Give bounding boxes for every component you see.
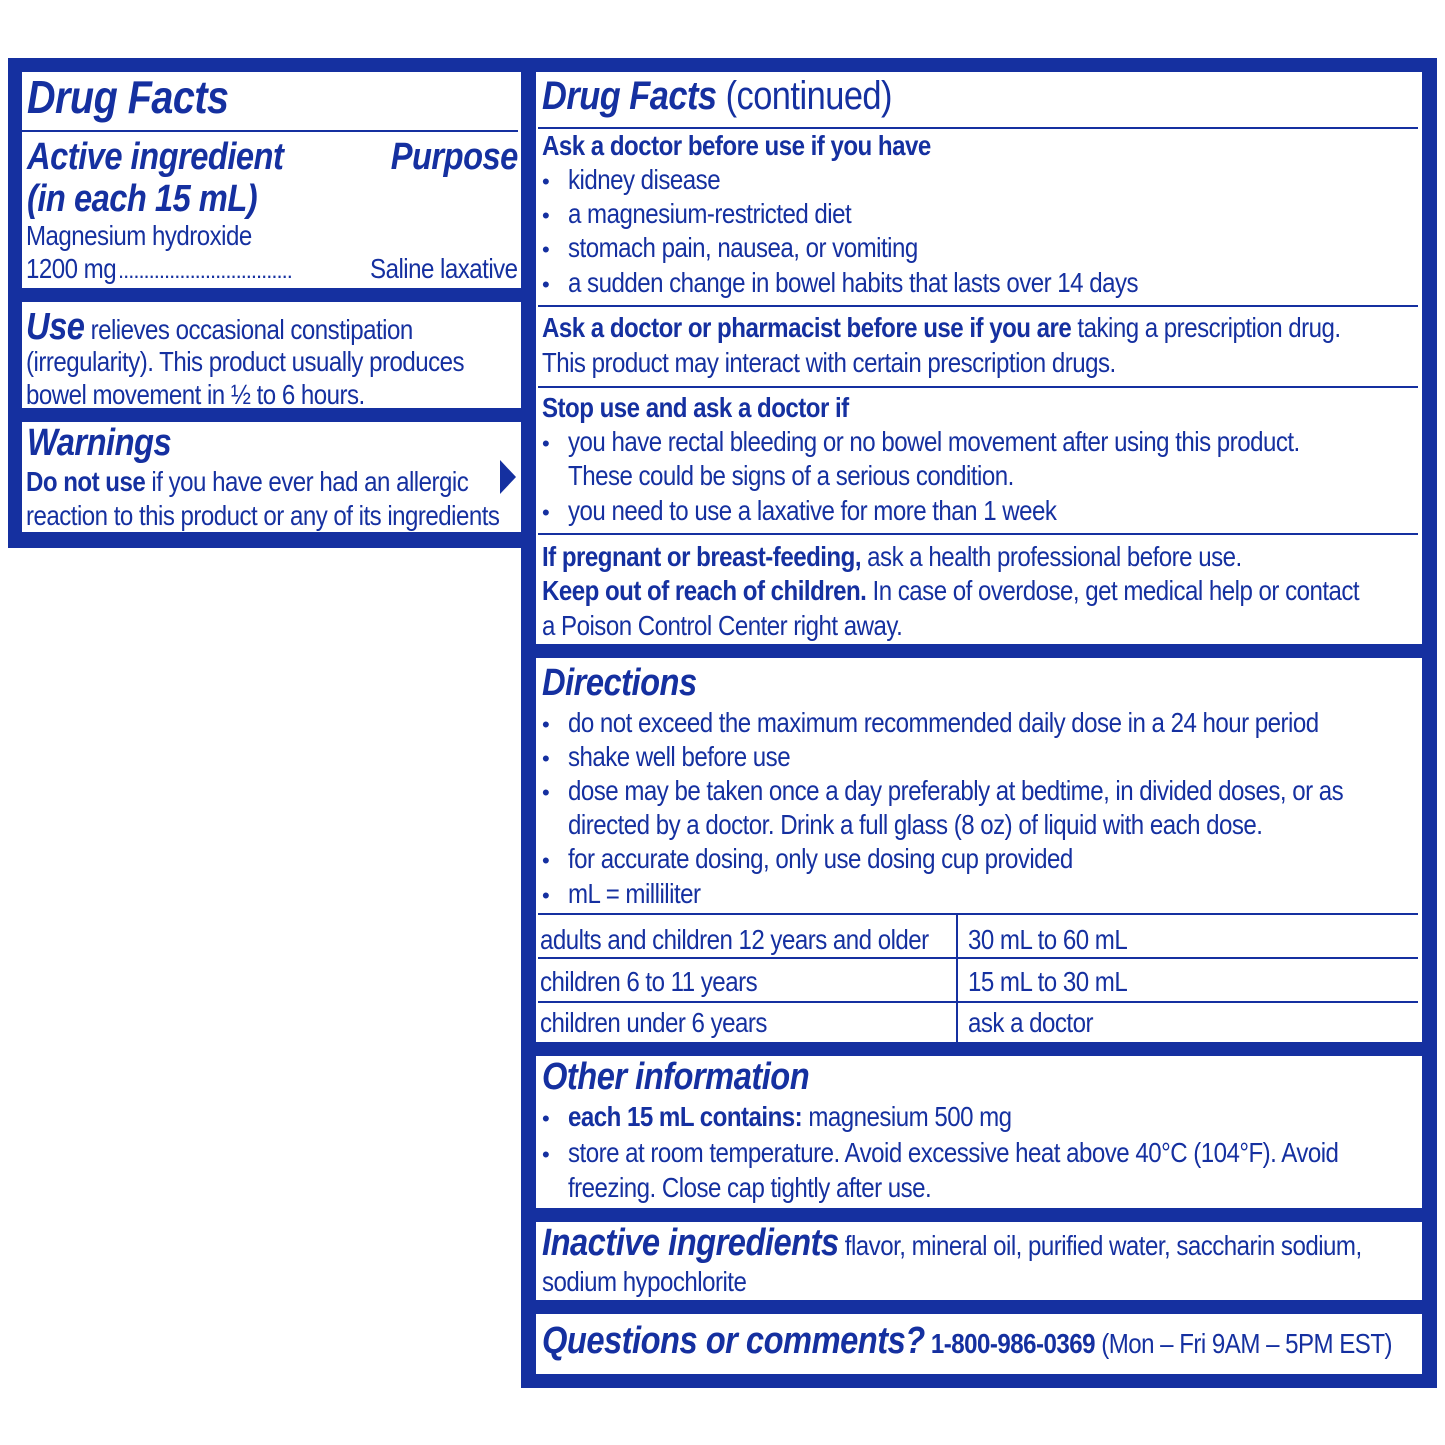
left-warnings-box bbox=[22, 422, 522, 532]
triangle-right-icon bbox=[500, 460, 516, 494]
bullet-icon: • bbox=[542, 203, 550, 228]
other-information-box bbox=[536, 1056, 1422, 1208]
section-rule bbox=[538, 533, 1418, 535]
other-info-item-1-text: magnesium 500 mg bbox=[802, 1101, 1012, 1132]
left-title: Drug Facts bbox=[27, 72, 229, 123]
other-info-item-2-line-1: store at room temperature. Avoid excessive heat above 40°C (104°F). Avoid bbox=[568, 1137, 1339, 1168]
right-title-rule bbox=[538, 127, 1418, 129]
use-line-2: (irregularity). This product usually produces bbox=[26, 346, 465, 377]
ask-pharmacist-label: Ask a doctor or pharmacist before use if you are bbox=[542, 312, 1072, 343]
dosage-group: adults and children 12 years and older bbox=[540, 924, 929, 955]
table-row bbox=[540, 926, 992, 954]
bullet-icon: • bbox=[542, 500, 550, 525]
pregnant-text: ask a health professional before use. bbox=[861, 541, 1242, 572]
keep-out-line-2: a Poison Control Center right away. bbox=[542, 610, 903, 641]
section-rule bbox=[538, 386, 1418, 388]
stop-use-heading: Stop use and ask a doctor if bbox=[542, 392, 849, 423]
ask-doctor-heading: Ask a doctor before use if you have bbox=[542, 130, 931, 161]
section-rule bbox=[538, 305, 1418, 307]
questions-heading: Questions or comments? bbox=[542, 1320, 925, 1362]
directions-item: mL = milliliter bbox=[568, 878, 701, 909]
questions-phone[interactable]: 1-800-986-0369 bbox=[924, 1328, 1096, 1359]
inactive-heading: Inactive ingredients bbox=[542, 1222, 839, 1264]
use-heading: Use bbox=[26, 306, 85, 348]
directions-item: dose may be taken once a day preferably at bedtime, in divided doses, or as bbox=[568, 775, 1344, 806]
dosage-group: children 6 to 11 years bbox=[540, 966, 758, 997]
bullet-icon: • bbox=[542, 1106, 550, 1131]
dosage-group: children under 6 years bbox=[540, 1007, 767, 1038]
inactive-line-2: sodium hypochlorite bbox=[542, 1266, 747, 1297]
inactive-ingredients-box bbox=[536, 1222, 1422, 1300]
stop-use-item-2: you need to use a laxative for more than 1 week bbox=[568, 495, 1057, 526]
inactive-text: flavor, mineral oil, purified water, saccharin sodium, bbox=[838, 1230, 1362, 1261]
keep-out-text: In case of overdose, get medical help or contact bbox=[866, 575, 1360, 606]
table-rule bbox=[538, 913, 1418, 915]
right-title: Drug Facts bbox=[542, 74, 717, 118]
bullet-icon: • bbox=[542, 237, 550, 262]
bullet-icon: • bbox=[542, 1142, 550, 1167]
stop-use-item-1-line-2: These could be signs of a serious condition. bbox=[568, 460, 1014, 491]
table-rule bbox=[538, 957, 1418, 959]
table-rule bbox=[538, 1001, 1418, 1003]
bullet-icon: • bbox=[542, 272, 550, 297]
questions-hours: (Mon – Fri 9AM – 5PM EST) bbox=[1095, 1328, 1393, 1359]
active-ingredient-subheading: (in each 15 mL) bbox=[27, 178, 258, 220]
other-info-heading: Other information bbox=[542, 1056, 810, 1098]
pregnant-label: If pregnant or breast-feeding, bbox=[542, 541, 862, 572]
right-warnings-box bbox=[536, 72, 1422, 644]
do-not-use-line-2: reaction to this product or any of its ingredients bbox=[26, 500, 500, 531]
ask-pharmacist-line-2: This product may interact with certain prescription drugs. bbox=[542, 347, 1116, 378]
dosage-amount: 15 mL to 30 mL bbox=[968, 966, 1128, 997]
other-info-item-2-line-2: freezing. Close cap tightly after use. bbox=[568, 1172, 932, 1203]
purpose-heading: Purpose bbox=[390, 136, 518, 178]
use-line-1: relieves occasional constipation bbox=[84, 314, 413, 345]
do-not-use-line-1: if you have ever had an allergic bbox=[145, 466, 469, 497]
dosage-amount: 30 mL to 60 mL bbox=[968, 924, 1128, 955]
table-row bbox=[540, 968, 792, 996]
keep-out-label: Keep out of reach of children. bbox=[542, 575, 867, 606]
bullet-icon: • bbox=[542, 712, 550, 737]
ask-doctor-item: a magnesium-restricted diet bbox=[568, 198, 852, 229]
directions-item: do not exceed the maximum recommended daily dose in a 24 hour period bbox=[568, 707, 1319, 738]
active-ingredient-heading: Active ingredient bbox=[27, 136, 284, 178]
bullet-icon: • bbox=[542, 848, 550, 873]
other-info-item-1-label: each 15 mL contains: bbox=[568, 1101, 803, 1132]
ingredient-purpose: Saline laxative bbox=[370, 253, 518, 284]
left-active-ingredient-box bbox=[22, 72, 522, 288]
bullet-icon: • bbox=[542, 431, 550, 456]
directions-item: for accurate dosing, only use dosing cup provided bbox=[568, 843, 1073, 874]
directions-heading: Directions bbox=[542, 662, 697, 704]
ingredient-dose: 1200 mg bbox=[26, 253, 117, 284]
stop-use-item-1-line-1: you have rectal bleeding or no bowel movement after using this product. bbox=[568, 426, 1300, 457]
directions-item: shake well before use bbox=[568, 741, 791, 772]
warnings-heading: Warnings bbox=[27, 422, 172, 464]
bullet-icon: • bbox=[542, 169, 550, 194]
dosage-amount: ask a doctor bbox=[968, 1007, 1093, 1038]
directions-box bbox=[536, 658, 1422, 1042]
ingredient-leader-dots: .................................. bbox=[118, 258, 292, 283]
title-rule bbox=[22, 130, 518, 132]
ingredient-name: Magnesium hydroxide bbox=[26, 220, 252, 251]
bullet-icon: • bbox=[542, 746, 550, 771]
ask-pharmacist-text: taking a prescription drug. bbox=[1071, 312, 1341, 343]
ask-doctor-item: kidney disease bbox=[568, 164, 721, 195]
ask-doctor-item: stomach pain, nausea, or vomiting bbox=[568, 232, 918, 263]
bullet-icon: • bbox=[542, 883, 550, 908]
right-title-suffix: (continued) bbox=[716, 74, 892, 118]
bullet-icon: • bbox=[542, 780, 550, 805]
directions-item-3-line-2: directed by a doctor. Drink a full glass (8 oz) of liquid with each dose. bbox=[568, 809, 1263, 840]
do-not-use-label: Do not use bbox=[26, 466, 146, 497]
use-line-3: bowel movement in ½ to 6 hours. bbox=[26, 379, 365, 408]
left-use-box bbox=[22, 302, 522, 408]
table-row bbox=[540, 1009, 804, 1037]
questions-box bbox=[536, 1314, 1422, 1374]
ask-doctor-item: a sudden change in bowel habits that lasts over 14 days bbox=[568, 267, 1139, 298]
